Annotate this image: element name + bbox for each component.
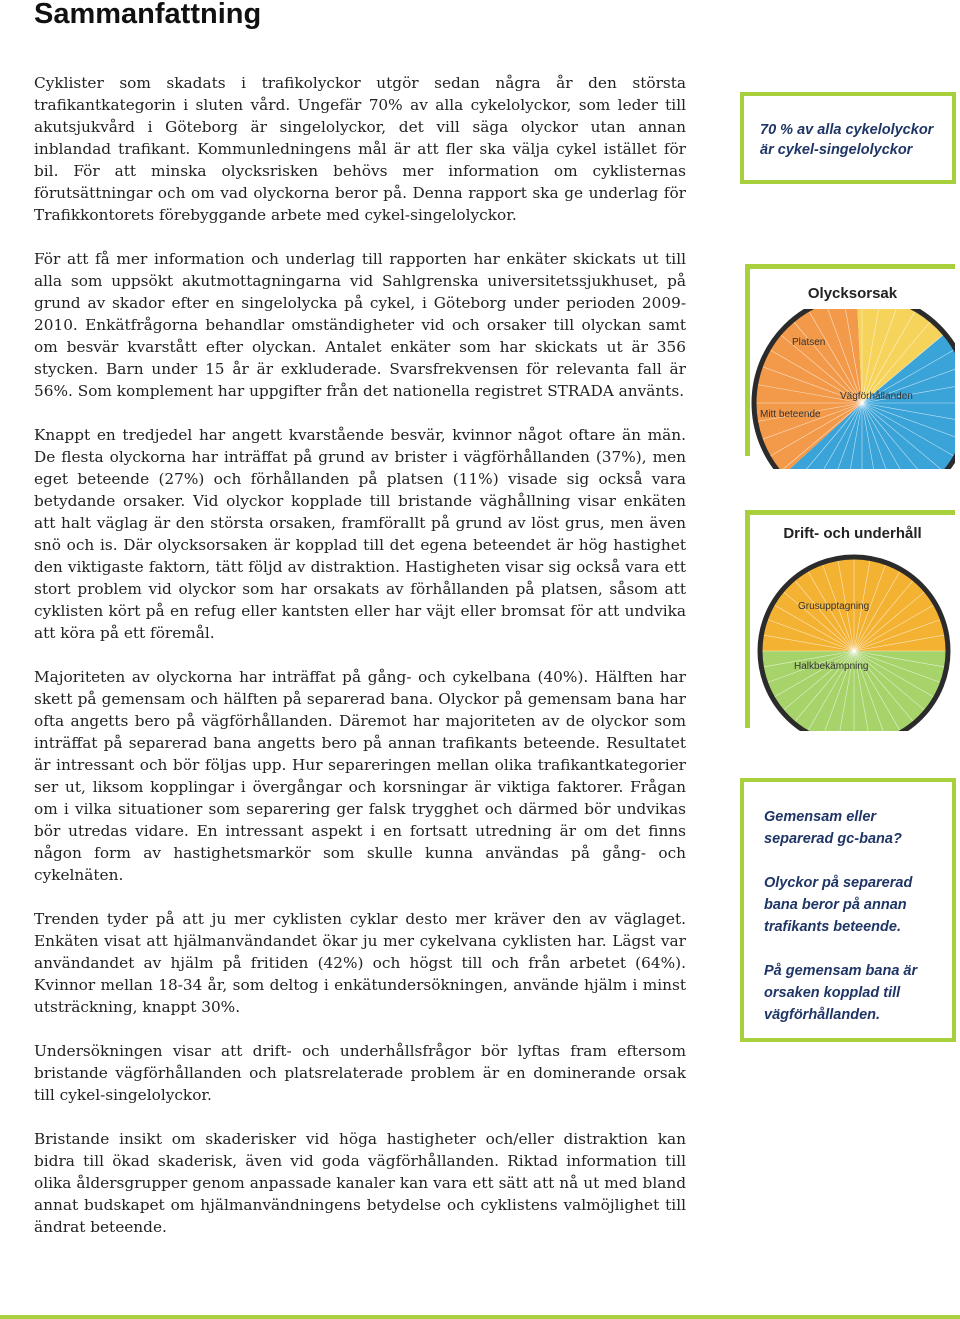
callout-line: Olyckor på separerad bana beror på annan trafikants beteende. <box>764 875 913 935</box>
paragraph: Majoriteten av olyckorna har inträffat på gång- och cykelbana (40%). Hälften har skett på gemensam och hälften på separerad bana. Olyckor på gemensam bana har ofta angetts bero på vägförhållanden. Däremot har majoriteten av de olyckor som inträffat på separerad bana angetts bero på annan trafikants beteende. Resultatet är intressant och bör följas upp. Hur separeringen mellan olika trafikantkategorier ser ut, liksom kopplingar i övergångar och korsningar är viktiga faktorer. Frågan om i vilka situationer som separering ger falsk trygghet och därmed bör undvikas bör utredas vidare. En intressant aspekt i en fortsatt utredning är om det finns någon form av hastighetsmarkör som skulle kunna användas på gång- och cykelnäten. <box>34 668 686 884</box>
callout-text: 70 % av alla cykelolyckor är cykel-singelolyckor <box>760 122 934 158</box>
pie-label: Platsen <box>792 337 826 348</box>
paragraph: Bristande insikt om skaderisker vid höga hastigheter och/eller distraktion kan bidra till ökad skaderisk, även vid goda vägförhållanden. Riktad information till olika åldersgrupper genom anpassade kanaler kan vara ett sätt att nå ut med bland annat budskapet om hjälmanvändningens betydelse och cyklistens valmöjlighet till ändrat beteende. <box>34 1130 686 1236</box>
pie-chart-olycksorsak <box>750 309 955 469</box>
main-text <box>34 72 686 1260</box>
chart-panel-olycksorsak <box>745 264 955 456</box>
paragraph: Trenden tyder på att ju mer cyklisten cyklar desto mer kräver den av väglaget. Enkäten visat att hjälmanvändandet ökar ju mer cykelvana cyklisten har. Lägst var användandet av hjälm på fritiden (42%) och högst till och från arbetet (64%). Kvinnor mellan 18-34 år, som deltog i enkätundersökningen, använde hjälm i minst utsträckning, knappt 30%. <box>34 910 686 1016</box>
callout-line: Gemensam eller separerad gc-bana? <box>764 809 902 847</box>
paragraph: Knappt en tredjedel har angett kvarstående besvär, kvinnor något oftare än män. De flesta olyckorna har inträffat på grund av brister i vägförhållanden (37%), men eget beteende (27%) och förhållanden på platsen (11%) visade sig också vara betydande orsaker. Vid olyckor kopplade till bristande väghållning visar enkäten att halt väglag är den största orsaken, framförallt på grund av löst grus, men även snö och is. Där olycksorsaken är kopplad till det egena beteendet är hög hastighet den viktigaste faktorn, tätt följd av distraktion. Hastigheten visar sig också vara ett stort problem vid olyckor som har orsakats av förhållanden på platsen, såsom att cyklisten kört på en refug eller kantsten eller har väjt eller bromsat för att undvika att köra på ett föremål. <box>34 426 686 642</box>
pie-label: Vägförhållanden <box>840 391 913 402</box>
page-title: Sammanfattning <box>34 0 262 30</box>
callout-box-70-percent <box>740 92 956 184</box>
paragraph: För att få mer information och underlag till rapporten har enkäter skickats ut till alla som uppsökt akutmottagningarna vid Sahlgrenska universitetssjukhuset, på grund av skador efter en singelolycka på cykel, i Göteborg under perioden 2009-2010. Enkätfrågorna behandlar omständigheter vid och orsaker till olyckan samt om besvär kvarstått efter olyckan. Antalet enkäter som har skickats ut är 356 stycken. Barn under 15 år är exkluderade. Svarsfrekvensen för relevanta fall är 56%. Som komplement har uppgifter från det nationella registret STRADA använts. <box>34 250 686 400</box>
bottom-rule <box>0 1315 960 1319</box>
paragraph: Undersökningen visar att drift- och underhållsfrågor bör lyftas fram eftersom bristande vägförhållanden och platsrelaterade problem är en dominerande orsak till cykel-singelolyckor. <box>34 1042 686 1104</box>
chart-title: Drift- och underhåll <box>783 525 922 542</box>
chart-title: Olycksorsak <box>807 285 898 302</box>
pie-label: Grusupptagning <box>798 601 870 612</box>
pie-label: Mitt beteende <box>760 409 821 420</box>
pie-chart-drift <box>750 551 955 731</box>
paragraph: Cyklister som skadats i trafikolyckor utgör sedan några år den största trafikantkategorin i sluten vård. Ungefär 70% av alla cykelolyckor, som leder till akutsjukvård i Göteborg är singelolyckor, det vill säga olyckor utan annan inblandad trafikant. Kommunledningens mål är att fler ska välja cykel istället för bil. För att minska olycksrisken behövs mer information om cyklisternas förutsättningar och om vad olyckorna beror på. Denna rapport ska ge underlag för Trafikkontorets förebyggande arbete med cykel-singelolyckor. <box>34 74 686 224</box>
callout-line: På gemensam bana är orsaken kopplad till vägförhållanden. <box>764 963 918 1023</box>
pie-label: Halkbekämpning <box>794 661 869 672</box>
callout-box-gc-bana <box>740 778 956 1042</box>
chart-panel-drift <box>745 510 955 728</box>
